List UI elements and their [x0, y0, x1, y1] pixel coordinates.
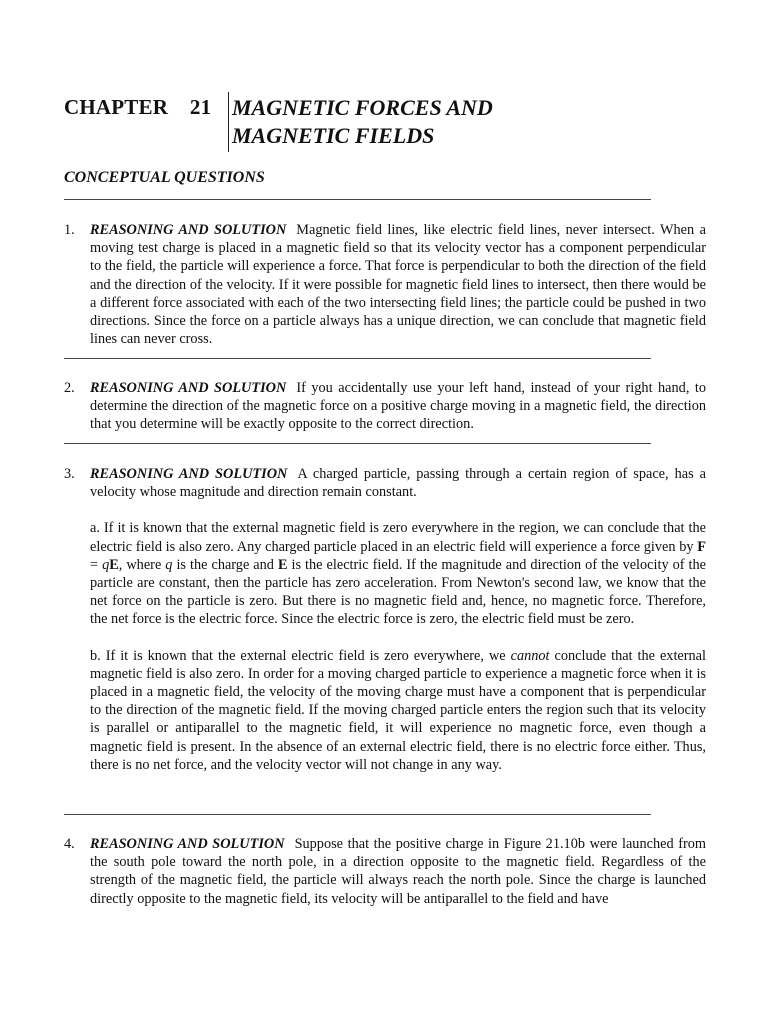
chapter-label — [64, 95, 211, 120]
question-2 — [64, 379, 706, 434]
question-number: 1. — [64, 222, 75, 238]
divider-rule — [64, 814, 651, 815]
question-body — [90, 379, 706, 434]
question-text: Magnetic field lines, like electric field lines, never intersect. When a moving test charge is placed in a magnetic field so that its velocity vector has a component perpendicular to the field, the particle will experience a force. That force is perpendicular to both the direction of the field and the direction of the velocity. If it were possible for magnetic field lines to intersect, then there would be a different force associated with each of the two intersecting field lines; the particle could be pushed in two directions. Since the force on a particle always has a unique direction, we can conclude that magnetic field lines can never cross. — [90, 222, 706, 348]
charge-symbol: q — [102, 556, 110, 573]
chapter-number: 21 — [189, 95, 212, 119]
field-symbol: E — [109, 556, 119, 573]
section-title: CONCEPTUAL QUESTIONS — [64, 169, 265, 186]
question-heading: REASONING AND SOLUTION — [90, 222, 287, 238]
question-heading: REASONING AND SOLUTION — [90, 380, 287, 396]
question-number: 2. — [64, 380, 75, 396]
divider-rule — [64, 358, 651, 359]
chapter-title-line1: MAGNETIC FORCES AND — [232, 95, 493, 120]
question-1 — [64, 221, 706, 348]
question-body — [90, 835, 706, 908]
question-text: Suppose that the positive charge in Figure 21.10b were launched from the south pole toward the north pole, in a direction opposite to the magnetic field. Regardless of the strength of the magnetic field, the particle will always reach the north pole. Since the charge is launched directly opposite to the magnetic field, its velocity will be antiparallel to the field and have — [90, 836, 706, 907]
divider-rule — [64, 199, 651, 200]
question-text: A charged particle, passing through a certain region of space, has a velocity whose magnitude and direction remain constant. — [90, 466, 706, 501]
question-text: If you accidentally use your left hand, instead of your right hand, to determine the direction of the magnetic force on a positive charge moving in a magnetic field, the direction that you determine will be exactly opposite to the correct direction. — [90, 380, 706, 433]
question-number: 4. — [64, 836, 75, 852]
question-4 — [64, 835, 706, 908]
question-body — [90, 221, 706, 348]
chapter-word: CHAPTER — [64, 95, 169, 119]
chapter-divider — [228, 92, 229, 152]
question-heading: REASONING AND SOLUTION — [90, 466, 288, 482]
force-symbol: F — [697, 538, 706, 555]
question-part-b: b. If it is known that the external electric field is zero everywhere, we cannot conclude that the external magnetic field is also zero. In order for a moving charged particle to experience a magnetic force when it is placed in a magnetic field, the velocity of the moving charge must have a component that is perpendicular to the direction of the magnetic field. If the moving charged particle enters the region such that its velocity is parallel or antiparallel to the magnetic field, it will experience no magnetic force, even though a magnetic field is present. In the absence of an external electric field, there is no electric force either. Thus, there is no net force, and the velocity vector will not change in any way. — [90, 647, 706, 773]
question-body — [90, 465, 706, 501]
question-heading: REASONING AND SOLUTION — [90, 836, 285, 852]
divider-rule — [64, 443, 651, 444]
chapter-title — [232, 94, 612, 150]
emphasis-text: cannot — [510, 647, 550, 664]
chapter-title-line2: MAGNETIC FIELDS — [232, 123, 435, 148]
question-3 — [64, 465, 706, 774]
question-part-a: a. If it is known that the external magnetic field is zero everywhere in the region, we can conclude that the electric field is also zero. Any charged particle placed in an electric field will experience a force given by F = qE, where q is the charge and E is the electric field. If the magnitude and direction of the velocity of the particle are constant, then the particle has zero acceleration. From Newton's second law, we know that the net force on the particle is zero. But there is no magnetic field and, hence, no magnetic force. Therefore, the net force is the electric force. Since the electric force is zero, the electric field must be zero. — [90, 520, 707, 628]
question-number: 3. — [64, 466, 75, 482]
